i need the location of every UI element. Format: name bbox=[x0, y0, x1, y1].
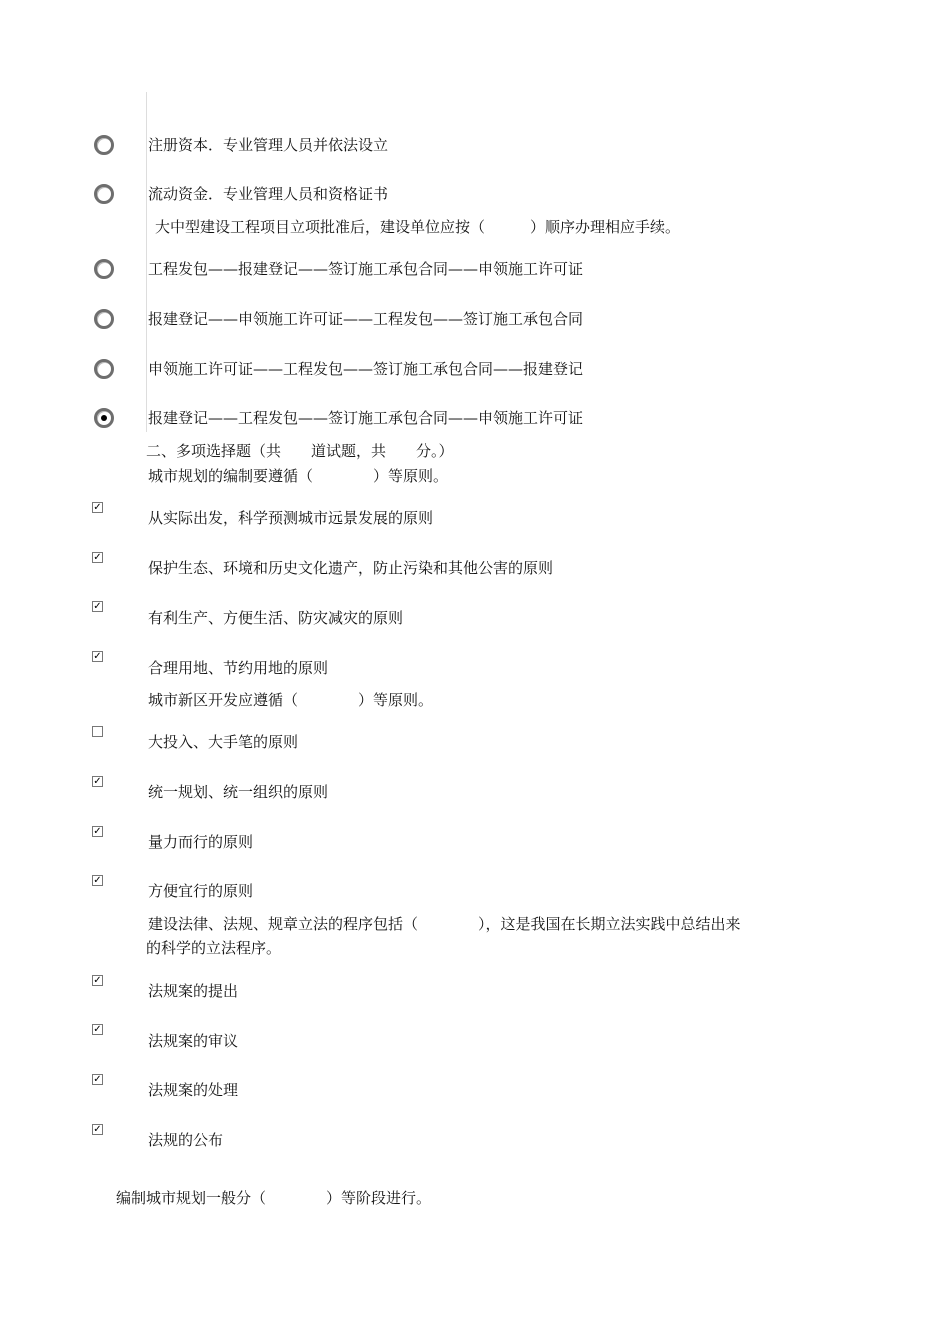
checkbox-m3-option-4[interactable]: ✓ bbox=[93, 1124, 102, 1135]
checkbox-m2-option-4[interactable]: ✓ bbox=[93, 875, 102, 886]
prev-option-2-label: 流动资金．专业管理人员和资格证书 bbox=[148, 185, 389, 203]
checkbox-m1-option-2[interactable]: ✓ bbox=[93, 552, 102, 563]
m3-option-4-label: 法规的公布 bbox=[148, 1131, 224, 1149]
multi2-question-text: 城市新区开发应遵循（ ）等原则。 bbox=[148, 691, 434, 709]
checkbox-m2-option-3[interactable]: ✓ bbox=[93, 826, 102, 837]
checkbox-m3-option-2[interactable]: ✓ bbox=[93, 1024, 102, 1035]
checkbox-m3-option-3[interactable]: ✓ bbox=[93, 1074, 102, 1085]
single-option-3-label: 申领施工许可证——工程发包——签订施工承包合同——报建登记 bbox=[148, 360, 584, 378]
m3-option-1-label: 法规案的提出 bbox=[148, 982, 239, 1000]
checkbox-m1-option-4[interactable]: ✓ bbox=[93, 651, 102, 662]
m2-option-4-label: 方便宜行的原则 bbox=[148, 882, 254, 900]
m2-option-3-label: 量力而行的原则 bbox=[148, 833, 254, 851]
m3-option-2-label: 法规案的审议 bbox=[148, 1032, 239, 1050]
radio-single-option-1[interactable] bbox=[94, 259, 114, 279]
m1-option-4-label: 合理用地、节约用地的原则 bbox=[148, 659, 329, 677]
checkbox-m2-option-1[interactable] bbox=[92, 726, 103, 737]
single-option-1-label: 工程发包——报建登记——签订施工承包合同——申领施工许可证 bbox=[148, 260, 584, 278]
m3-option-3-label: 法规案的处理 bbox=[148, 1081, 239, 1099]
single-option-2-label: 报建登记——申领施工许可证——工程发包——签订施工承包合同 bbox=[148, 310, 584, 328]
multi4-question-text: 编制城市规划一般分（ ）等阶段进行。 bbox=[116, 1189, 432, 1207]
m1-option-3-label: 有利生产、方便生活、防灾减灾的原则 bbox=[148, 609, 404, 627]
single-question-text: 大中型建设工程项目立项批准后，建设单位应按（ ）顺序办理相应手续。 bbox=[155, 218, 681, 236]
radio-single-option-3[interactable] bbox=[94, 359, 114, 379]
m1-option-2-label: 保护生态、环境和历史文化遗产，防止污染和其他公害的原则 bbox=[148, 559, 554, 577]
radio-prev-option-2[interactable] bbox=[94, 184, 114, 204]
section-title: 二、多项选择题（共 道试题，共 分。） bbox=[146, 442, 454, 460]
single-option-4-label: 报建登记——工程发包——签订施工承包合同——申领施工许可证 bbox=[148, 409, 584, 427]
column-divider bbox=[146, 92, 147, 432]
m1-option-1-label: 从实际出发，科学预测城市远景发展的原则 bbox=[148, 509, 434, 527]
m2-option-2-label: 统一规划、统一组织的原则 bbox=[148, 783, 329, 801]
multi1-question-text: 城市规划的编制要遵循（ ）等原则。 bbox=[148, 467, 449, 485]
radio-prev-option-1[interactable] bbox=[94, 135, 114, 155]
multi3-question-line2: 的科学的立法程序。 bbox=[146, 939, 282, 957]
checkbox-m1-option-1[interactable]: ✓ bbox=[93, 502, 102, 513]
checkbox-m2-option-2[interactable]: ✓ bbox=[93, 776, 102, 787]
radio-single-option-4[interactable] bbox=[94, 408, 114, 428]
radio-single-option-2[interactable] bbox=[94, 309, 114, 329]
prev-option-1-label: 注册资本．专业管理人员并依法设立 bbox=[148, 136, 389, 154]
multi3-question-line1: 建设法律、法规、规章立法的程序包括（ ），这是我国在长期立法实践中总结出来 bbox=[148, 915, 741, 933]
checkbox-m1-option-3[interactable]: ✓ bbox=[93, 601, 102, 612]
m2-option-1-label: 大投入、大手笔的原则 bbox=[148, 733, 299, 751]
checkbox-m3-option-1[interactable]: ✓ bbox=[93, 975, 102, 986]
